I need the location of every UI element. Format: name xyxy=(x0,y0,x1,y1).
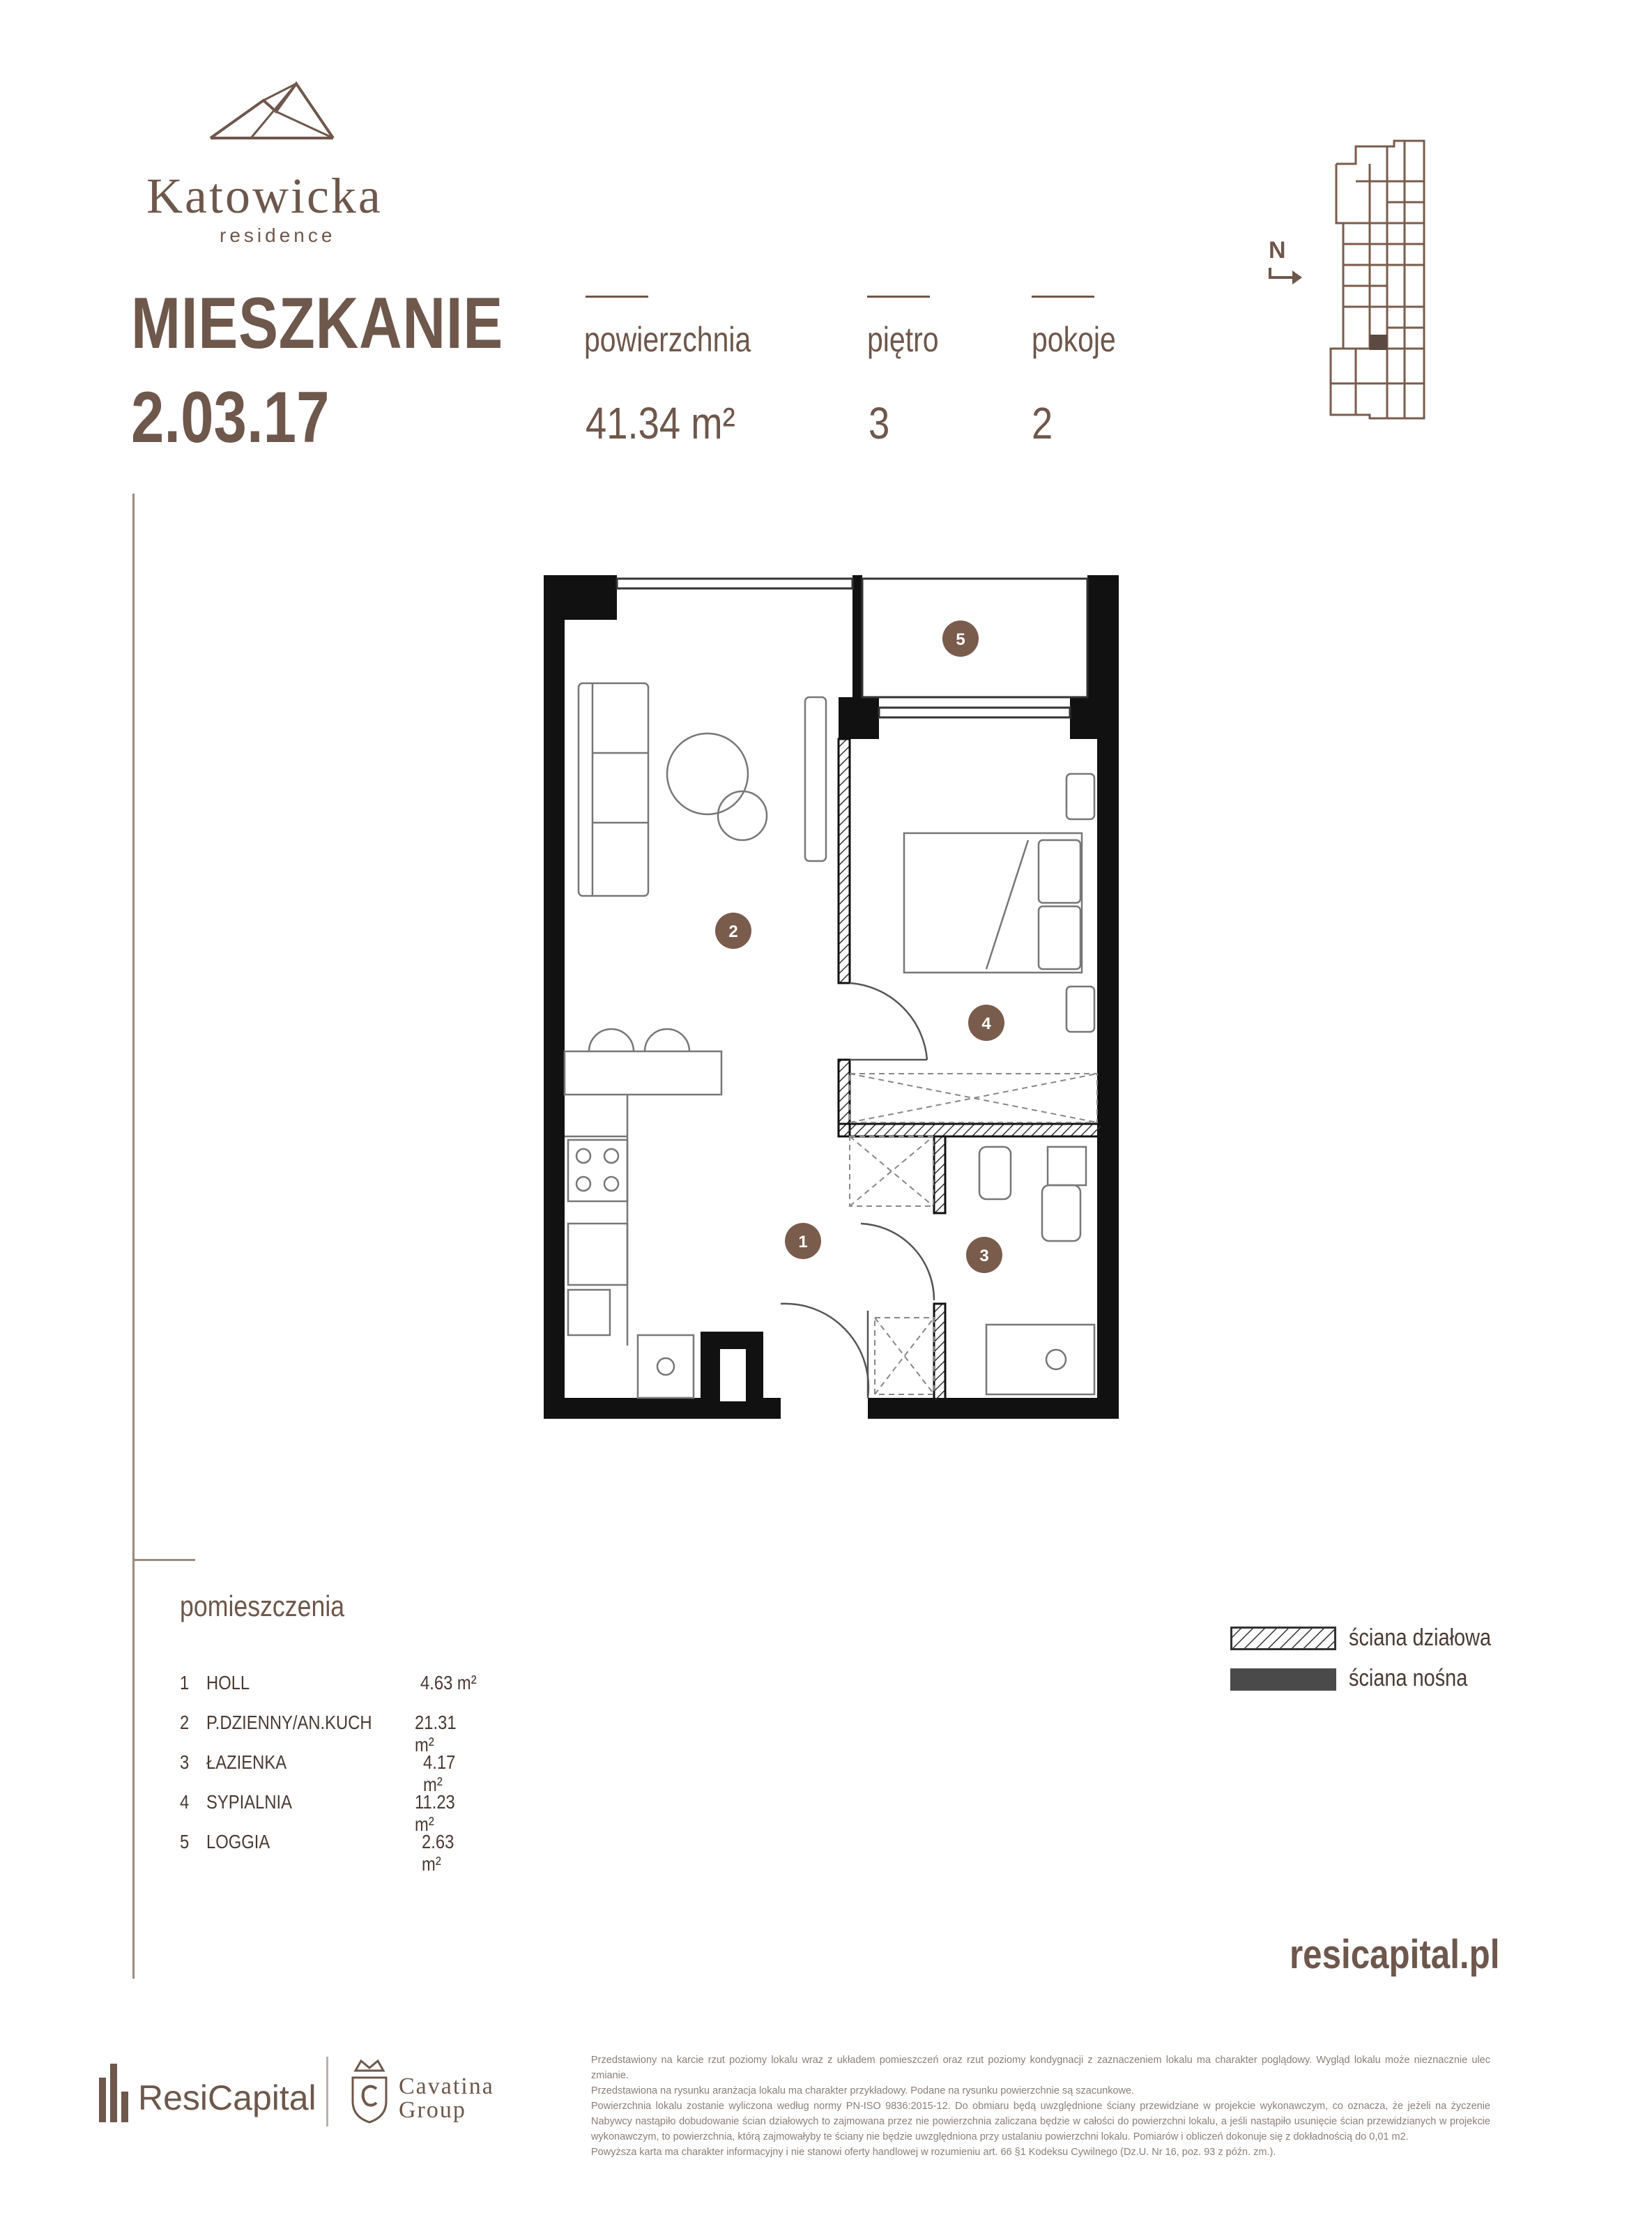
website-link[interactable]: resicapital.pl xyxy=(1290,1932,1500,1977)
room-name: ŁAZIENKA xyxy=(206,1751,287,1773)
room-row xyxy=(180,1791,487,1835)
room-area: 4.63 m² xyxy=(420,1672,477,1693)
disclaimer-line: Powierzchnia lokalu zostanie wyliczona według normy PN-ISO 9836:2015-12. Do obmiaru będą uwzględnione ściany przewidziane w projekcie wykonawczym, co oznacza, że jeżeli na życzenie Nabywcy nastąpiło dobudowanie ścian działowych to zajmowana przez nie powierzchnia zaliczana będzie w całości do powierzchni lokalu, a jeśli nastąpiło usunięcie ścian przewidzianych w projekcie wykonawczym, to powierzchnia, którą zajmowałyby te ściany nie będzie uwzględniona przy ustalaniu powierzchni lokalu. Pomiarów i obliczeń dokonuje się z dokładnością do 0,01 m2. xyxy=(591,2101,1490,2142)
cavatina-logo-text-1: Cavatina xyxy=(399,2073,494,2099)
compass-label: N xyxy=(1269,237,1286,264)
cavatina-logo-text-2: Group xyxy=(399,2097,466,2123)
brand-subtitle: residence xyxy=(220,224,336,246)
floor-plan xyxy=(540,572,1126,1422)
logos-divider xyxy=(326,2057,328,2126)
legend-hatched-swatch xyxy=(1230,1627,1336,1650)
room-badge-3: 3 xyxy=(979,1247,989,1265)
rooms-divider xyxy=(132,1559,195,1561)
room-number: 4 xyxy=(180,1791,190,1813)
stat-label-floor: piętro xyxy=(867,320,939,359)
building-key-plan xyxy=(1328,139,1429,425)
disclaimer-line: Przedstawiony na karcie rzut poziomy lokalu wraz z układem pomieszczeń oraz rzut poziomy kondygnacji z zaznaczeniem lokalu ma charakter poglądowy. Wygląd lokalu może nieznacznie ulec zmianie. xyxy=(591,2055,1490,2081)
room-badge-4: 4 xyxy=(981,1014,991,1033)
disclaimer-line: Powyższa karta ma charakter informacyjny i nie stanowi oferty handlowej w rozumieniu art. 66 §1 Kodeksu Cywilnego (Dz.U. Nr 16, poz. 93 z późn. zm.). xyxy=(591,2147,1276,2158)
room-name: P.DZIENNY/AN.KUCH xyxy=(206,1712,372,1733)
room-number: 2 xyxy=(180,1712,190,1733)
room-row xyxy=(180,1751,487,1795)
room-number: 5 xyxy=(180,1831,190,1852)
cavatina-crest-icon xyxy=(349,2055,390,2125)
rooms-heading: pomieszczenia xyxy=(180,1590,345,1622)
room-area: 11.23 m² xyxy=(415,1791,455,1835)
stat-value-rooms: 2 xyxy=(1032,398,1053,448)
resicapital-logo-icon xyxy=(98,2057,134,2124)
room-badge-1: 1 xyxy=(798,1233,808,1251)
stat-divider xyxy=(586,296,648,298)
room-row xyxy=(180,1672,487,1700)
stat-label-area: powierzchnia xyxy=(584,320,751,359)
legend-label-loadbearing: ściana nośna xyxy=(1349,1665,1468,1691)
resicapital-logo-text: ResiCapital xyxy=(138,2078,316,2117)
room-area: 4.17 m² xyxy=(423,1751,456,1795)
room-area: 2.63 m² xyxy=(422,1831,454,1875)
brand-logo-icon xyxy=(209,78,335,142)
room-name: SYPIALNIA xyxy=(206,1791,293,1813)
room-number: 3 xyxy=(180,1751,190,1773)
room-badge-5: 5 xyxy=(956,630,965,649)
room-row xyxy=(180,1712,487,1756)
legend-solid-swatch xyxy=(1230,1668,1336,1691)
stat-label-rooms: pokoje xyxy=(1032,320,1116,359)
apartment-type-label: MIESZKANIE xyxy=(131,283,504,364)
apartment-number: 2.03.17 xyxy=(131,377,330,458)
stat-value-area: 41.34 m² xyxy=(586,398,735,448)
room-name: LOGGIA xyxy=(206,1831,270,1852)
room-name: HOLL xyxy=(206,1672,250,1693)
stat-divider xyxy=(867,296,930,298)
stat-value-floor: 3 xyxy=(869,398,890,448)
disclaimer-line: Przedstawiona na rysunku aranżacja lokalu ma charakter przykładowy. Podane na rysunku powierzchnie są szacunkowe. xyxy=(591,2085,1135,2096)
left-divider xyxy=(132,494,135,1979)
brand-name: Katowicka xyxy=(146,168,383,224)
room-number: 1 xyxy=(180,1672,190,1693)
disclaimer xyxy=(591,2053,1490,2160)
stat-divider xyxy=(1032,296,1094,298)
room-badge-2: 2 xyxy=(728,922,738,941)
compass-arrow-icon xyxy=(1267,266,1303,287)
legend-label-partition: ściana działowa xyxy=(1349,1624,1492,1651)
room-area: 21.31 m² xyxy=(415,1712,457,1756)
room-row xyxy=(180,1831,487,1875)
